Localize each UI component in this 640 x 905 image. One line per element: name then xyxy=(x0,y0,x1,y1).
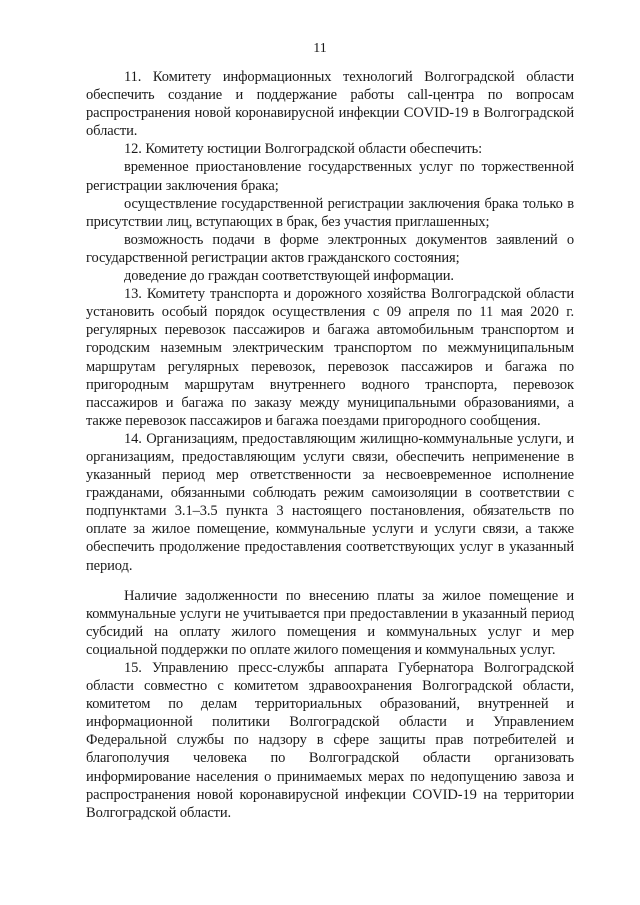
document-body xyxy=(86,68,574,822)
page-number: 11 xyxy=(313,41,327,56)
paragraph-item-12-sub-1: временное приостановление государственных услуг по торжественной регистрации заключения брака; xyxy=(86,159,574,194)
paragraph-item-12-sub-4: доведение до граждан соответствующей информации. xyxy=(124,268,454,285)
paragraph-item-14-note: Наличие задолженности по внесению платы за жилое помещение и коммунальные услуги не учитывается при предоставлении в указанный период субсидий на оплату жилого помещения и коммунальных услуг и мер социальной поддержки по оплате жилого помещения и коммунальных услуг. xyxy=(86,587,574,658)
paragraph-item-15: 15. Управлению пресс-службы аппарата Губернатора Волгоградской области совместно с комитетом здравоохранения Волгоградской области, комитетом по делам территориальных образований, внутренней и информационной политики Волгоградской области и Управлением Федеральной службы по надзору в сфере защиты прав потребителей и благополучия человека по Волгоградской области организовать информирование населения о принимаемых мерах по недопущению завоза и распространения новой коронавирусной инфекции COVID-19 на территории Волгоградской области. xyxy=(86,660,574,821)
paragraph-item-12-sub-2: осуществление государственной регистрации заключения брака только в присутствии лиц, вступающих в брак, без участия приглашенных; xyxy=(86,195,574,230)
paragraph-item-13: 13. Комитету транспорта и дорожного хозяйства Волгоградской области установить особый порядок осуществления с 09 апреля по 11 мая 2020 г. регулярных перевозок пассажиров и багажа автомобильным транспортом и городским наземным электрическим транспортом по межмуниципальным маршрутам регулярных перевозок, перевозок пассажиров и багажа по пригородным маршрутам внутреннего водного транспорта, перевозок пассажиров и багажа по заказу между муниципальными образованиями, а также перевозок пассажиров и багажа поездами пригородного сообщения. xyxy=(86,286,574,429)
paragraph-item-14: 14. Организациям, предоставляющим жилищно-коммунальные услуги, и организациям, предоставляющим услуги связи, обеспечить неприменение в указанный период мер ответственности за несвоевременное исполнение гражданами, обязанными соблюдать режим самоизоляции в соответствии с подпунктами 3.1–3.5 пункта 3 настоящего постановления, обязательств по оплате за жилое помещение, коммунальные услуги и услуги связи, а также обеспечить продолжение предоставления соответствующих услуг в указанный период. xyxy=(86,430,574,574)
paragraph-item-12-sub-3: возможность подачи в форме электронных документов заявлений о государственной регистрации актов гражданского состояния; xyxy=(86,231,574,266)
paragraph-item-12: 12. Комитету юстиции Волгоградской области обеспечить: xyxy=(124,141,483,158)
paragraph-item-11: 11. Комитету информационных технологий Волгоградской области обеспечить создание и поддержание работы call-центра по вопросам распространения новой коронавирусной инфекции COVID-19 в Волгоградской области. xyxy=(86,69,574,140)
